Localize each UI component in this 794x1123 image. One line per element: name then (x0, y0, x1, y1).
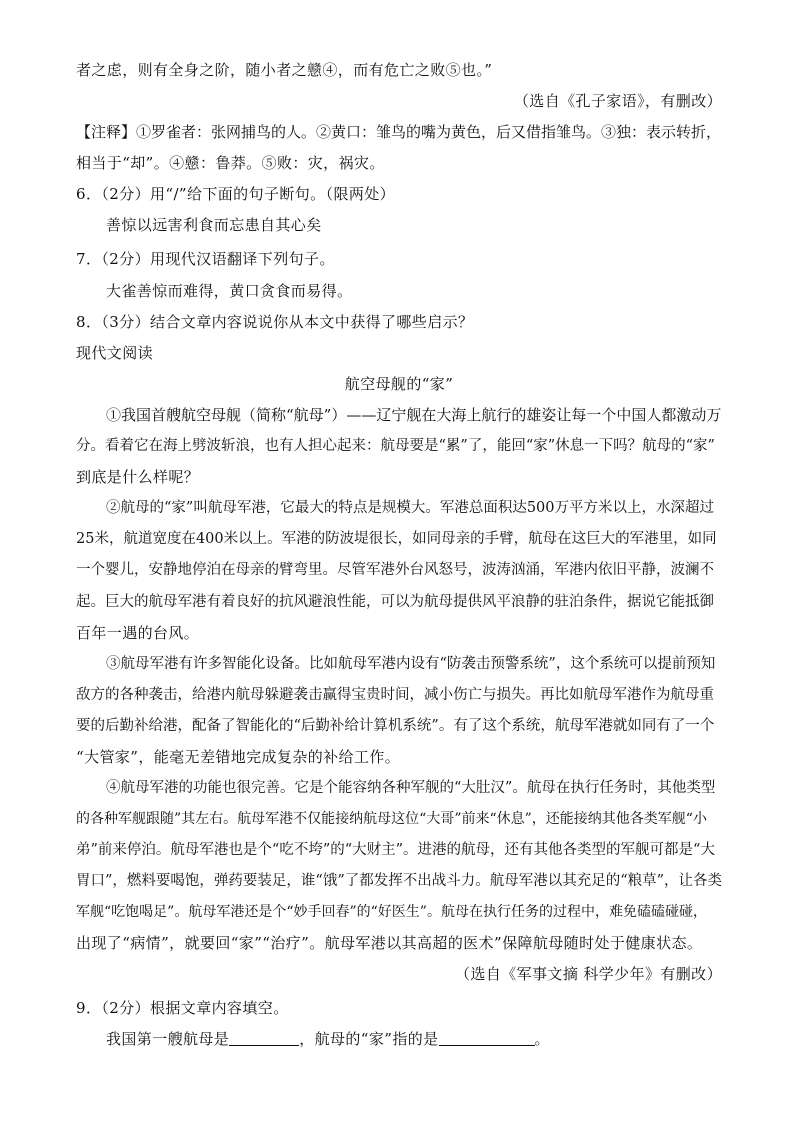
question-8: 8．（3分）结合文章内容说说你从本文中获得了哪些启示？ (76, 313, 474, 331)
source-citation: （选自《军事文摘 科学少年》有删改） (455, 965, 722, 983)
fill-in-text: 。 (534, 1030, 550, 1048)
article-title: 航空母舰的“家” (344, 375, 454, 393)
section-heading: 现代文阅读 (76, 344, 154, 362)
question-9: 9．（2分）根据文章内容填空。 (76, 999, 289, 1017)
paragraph-4-line: ④航母军港的功能也很完善。它是个能容纳各种军舰的“大肚汉”。航母在执行任务时，其他类型 (106, 780, 716, 796)
paragraph-2-line: 一个婴儿，安静地停泊在母亲的臂弯里。尽管军港外台风怒号，波涛汹涌，军港内依旧平静，波澜不 (76, 562, 714, 578)
paragraph-1-line: ①我国首艘航空母舰（简称“航母”）——辽宁舰在大海上航行的雄姿让每一个中国人都激动万 (106, 406, 722, 424)
paragraph-3-line: ③航母军港有许多智能化设备。比如航母军港内设有“防袭击预警系统”，这个系统可以提前预知 (106, 656, 716, 672)
source-citation: （选自《孔子家语》，有删改） (513, 92, 722, 110)
answer-blank-1[interactable] (229, 1031, 299, 1046)
paragraph-2-line: 百年一遇的台风。 (76, 624, 200, 642)
paragraph-2-line: 25米，航道宽度在400米以上。军港的防波堤很长，如同母亲的手臂，航母在这巨大的军港里，如同 (76, 531, 717, 547)
annotation-line: 【注释】①罗雀者：张网捕鸟的人。②黄口：雏鸟的嘴为黄色，后又借指雏鸟。③独：表示转折， (76, 123, 722, 141)
paragraph-4-line: 军舰“吃饱喝足”。航母军港还是个“妙手回春”的“好医生”。航母在执行任务的过程中，难免磕磕碰碰， (76, 904, 707, 920)
paragraph-4-line: 胃口”，燃料要喝饱，弹药要装足，谁“饿”了都发挥不出战斗力。航母军港以其充足的“粮草”，让各类 (76, 873, 723, 889)
paragraph-4-line: 出现了“病情”，就要回“家”“治疗”。航母军港以其高超的医术”保障航母随时处于健康状态。 (76, 934, 703, 952)
paragraph-1-line: 分。看着它在海上劈波斩浪，也有人担心起来：航母要是“累”了，能回“家”休息一下吗？航母的“家” (76, 438, 715, 454)
answer-blank-2[interactable] (439, 1031, 535, 1046)
paragraph-3-line: 敌方的各种袭击，给港内航母躲避袭击赢得宝贵时间，减小伤亡与损失。再比如航母军港作为航母重 (76, 687, 714, 703)
paragraph-2-line: 起。巨大的航母军港有着良好的抗风避浪性能，可以为航母提供风平浪静的驻泊条件，据说它能抵御 (76, 594, 714, 610)
paragraph-4-line: 弟”前来停泊。航母军港也是个“吃不垮”的“大财主”。进港的航母，还有其他各类型的军舰可都是“大 (76, 842, 715, 858)
paragraph-3-line: “大管家”，能毫无差错地完成复杂的补给工作。 (76, 748, 401, 766)
question-7: 7．（2分）用现代汉语翻译下列句子。 (76, 250, 335, 268)
paragraph-2-line: ②航母的“家”叫航母军港，它最大的特点是规模大。军港总面积达500万平方米以上，水深超过 (106, 500, 714, 516)
question-6-sentence: 善惊以远害利食而忘患自其心矣 (106, 216, 322, 234)
paragraph-3-line: 要的后勤补给港，配备了智能化的“后勤补给计算机系统”。有了这个系统，航母军港就如同有了一个 (76, 718, 715, 734)
question-7-sentence: 大雀善惊而难得，黄口贪食而易得。 (106, 282, 353, 300)
fill-in-text: ，航母的“家”指的是 (299, 1030, 439, 1048)
text-line: 者之虑，则有全身之阶，随小者之戆④，而有危亡之败⑤也。” (76, 61, 493, 79)
annotation-line: 相当于“却”。④戆：鲁莽。⑤败：灾，祸灾。 (76, 154, 385, 172)
paragraph-1-line: 到底是什么样呢？ (76, 468, 200, 486)
fill-in-text: 我国第一艘航母是 (106, 1030, 230, 1048)
question-9-fill-in (106, 1029, 722, 1049)
paragraph-4-line: 的各种军舰跟随”其左右。航母军港不仅能接纳航母这位“大哥”前来“休息”，还能接纳其他各类军舰“小 (76, 811, 707, 827)
question-6: 6．（2分）用“/”给下面的句子断句。（限两处） (76, 185, 396, 203)
